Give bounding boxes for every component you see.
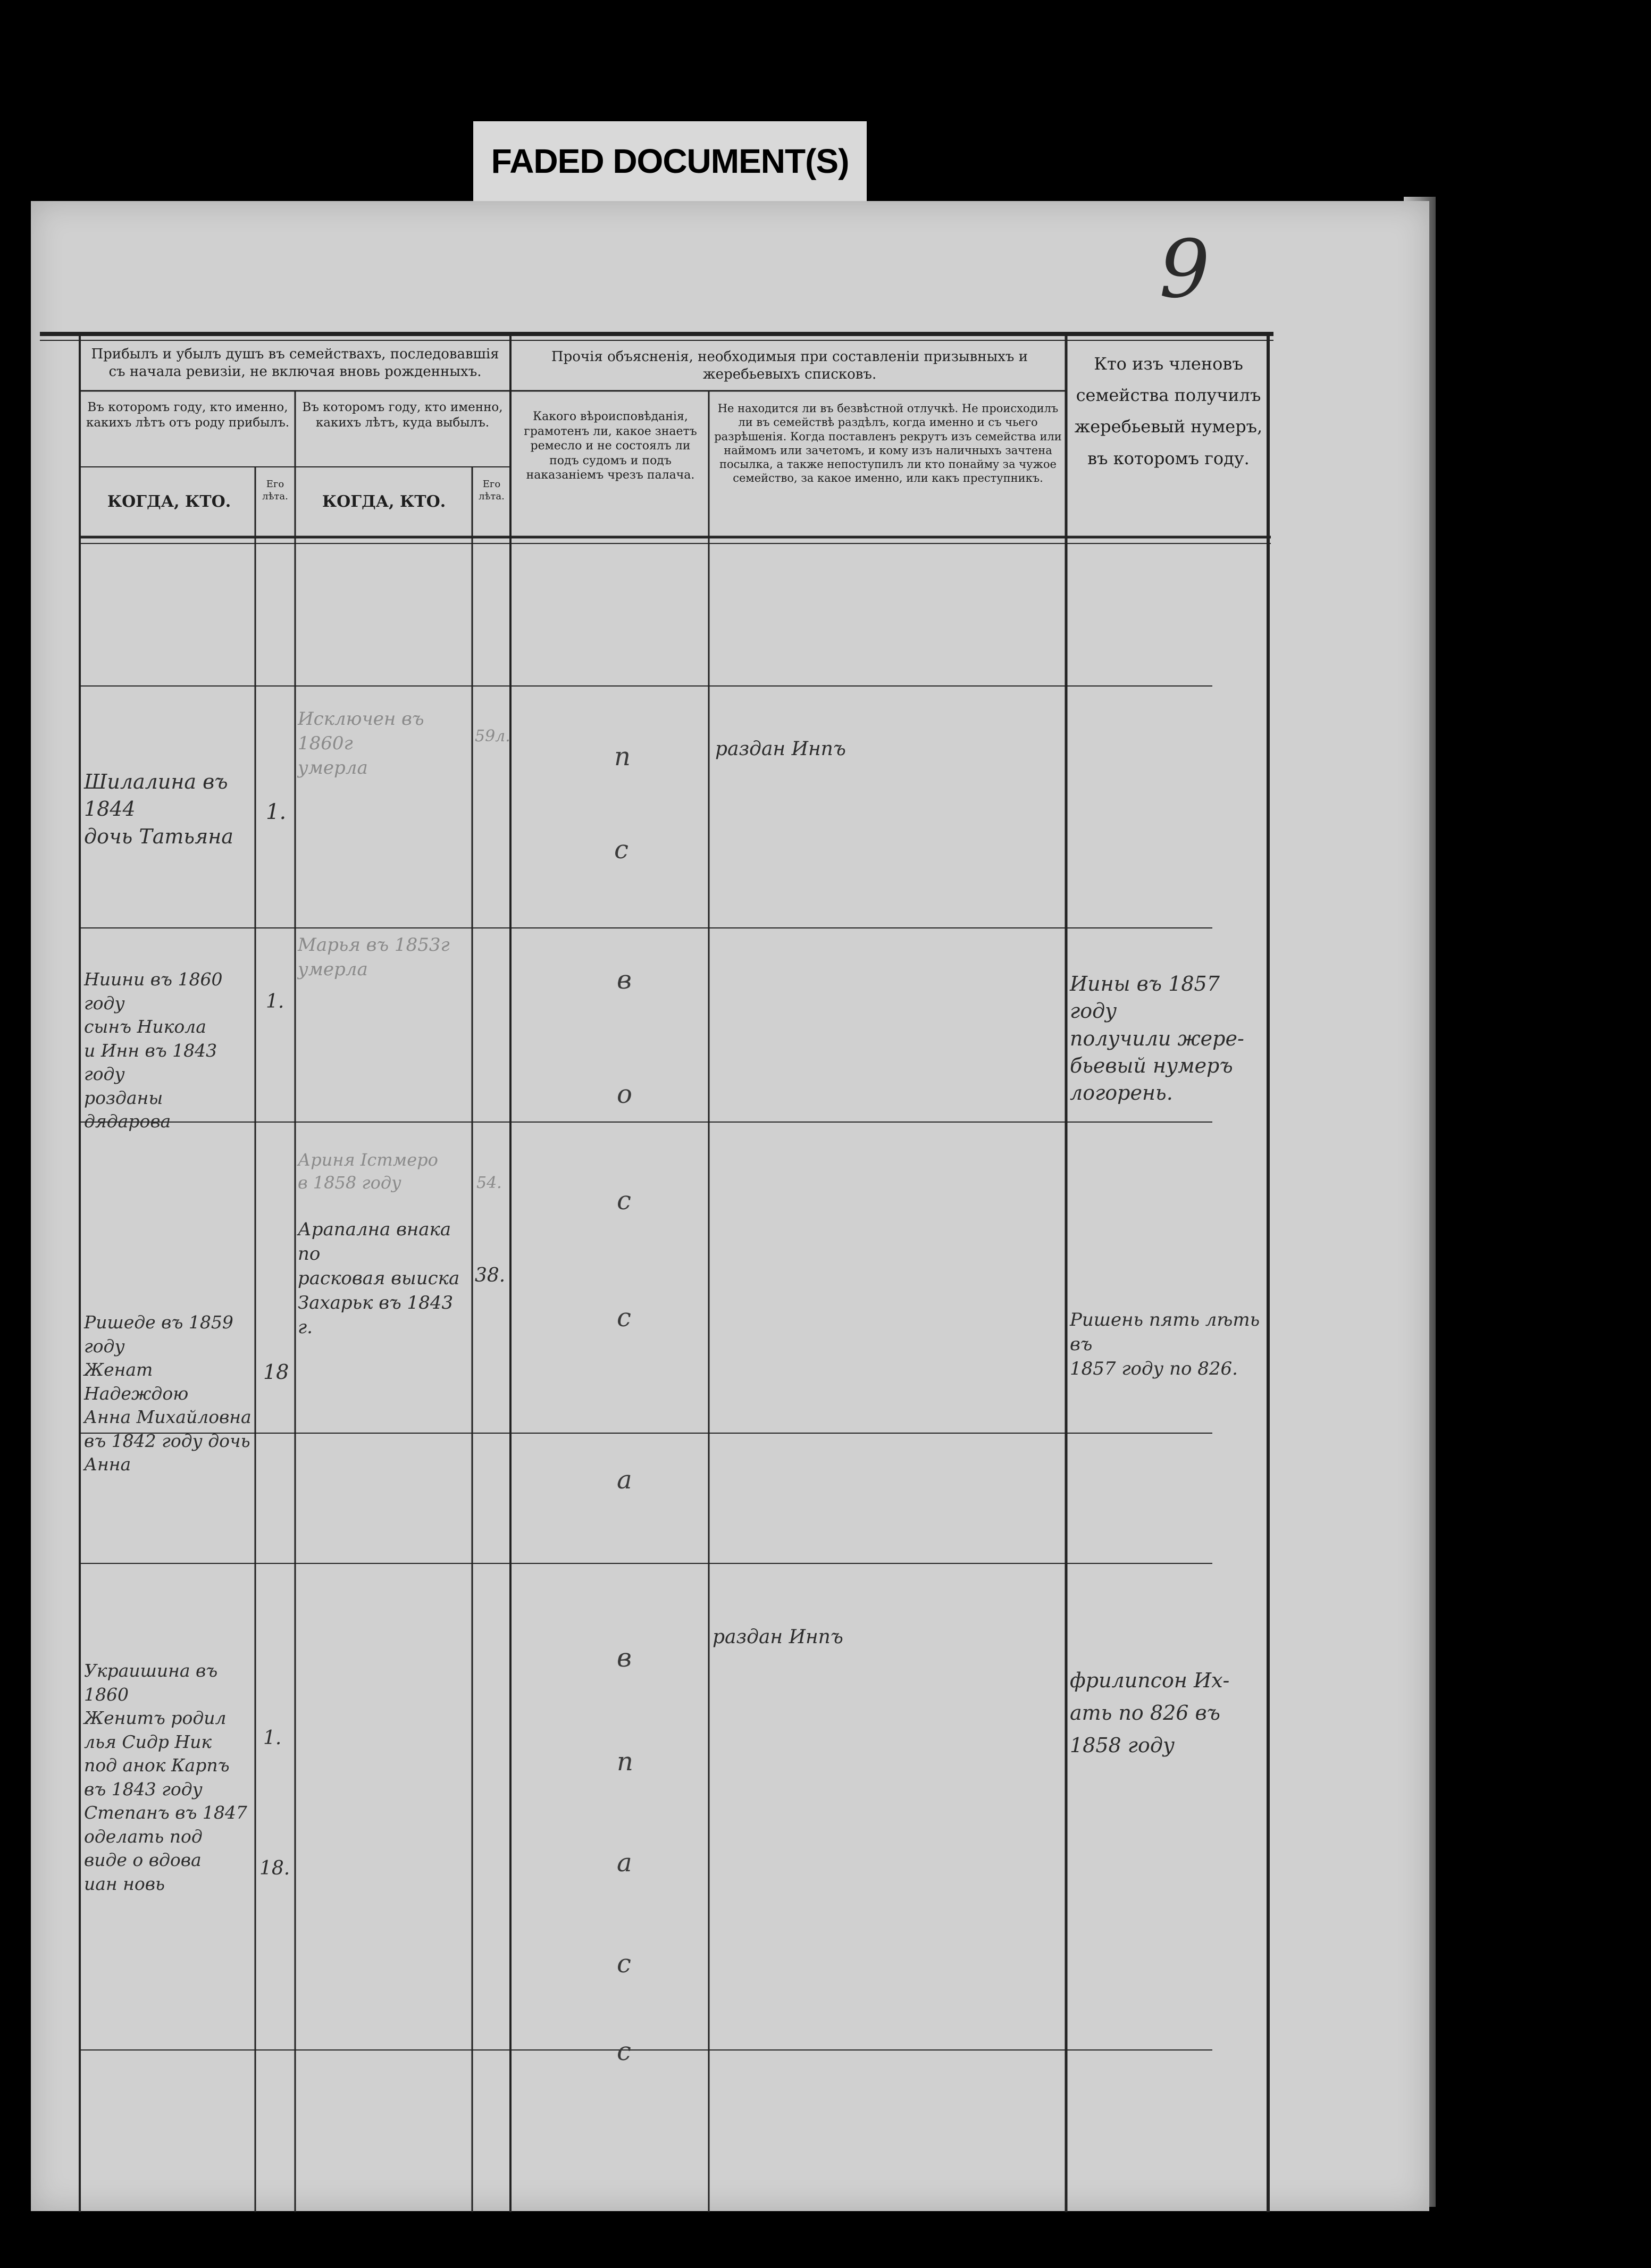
ditto-mark: с [617,2037,631,2066]
lot-entry-3: Ришень пять лѣть въ 1857 году по 826. [1070,1309,1260,1379]
header-age-1: Его лѣта. [262,479,288,502]
ditto-mark: п [614,742,631,772]
ditto-mark: а [617,1465,632,1495]
header-other-explanations: Прочія объясненія, необходимыя при составленіи призывныхъ и жеребьевыхъ списковъ. [551,349,1028,382]
arrived-age-3: 18 [263,1360,289,1384]
departed-age-4: 38. [475,1265,506,1286]
departed-entry-2: Марья въ 1853г умерла [298,934,450,980]
ditto-mark: с [614,835,628,865]
ditto-mark: а [617,1848,632,1878]
arrived-entry-1: Шилалина въ 1844 дочь Татьяна [84,770,233,848]
header-age-2: Его лѣта. [479,479,505,502]
header-departed: Въ которомъ году, кто именно, какихъ лѣтъ, куда выбылъ. [302,400,503,430]
arrived-age-2: 1. [266,991,284,1012]
ditto-mark: в [617,1643,632,1673]
ditto-mark: о [617,1079,632,1109]
absence-entry-1: раздан Инпъ [715,738,846,760]
header-arrivals-departures: Прибылъ и убылъ душъ въ семействахъ, последовавшія съ начала ревизіи, не включая вновь рожденныхъ. [91,346,499,380]
faded-document-banner: FADED DOCUMENT(S) [473,121,867,201]
ditto-mark: в [617,965,632,995]
departed-entry-3: Ариня Істмеро в 1858 году [298,1150,438,1193]
arrived-age-4b: 18. [259,1857,290,1879]
arrived-entry-3: Ришеде въ 1859 году Женат Надеждою Анна Михайловна въ 1842 году дочь Анна [84,1312,252,1475]
absence-entry-2: раздан Инпъ [713,1626,843,1648]
folio-number: 9 [1159,223,1210,316]
ditto-mark: п [617,1747,633,1777]
header-arrived: Въ которомъ году, кто именно, какихъ лѣтъ отъ роду прибылъ. [86,400,290,430]
ditto-mark: с [617,1949,631,1979]
header-lot-number: Кто изъ членовъ семейства получилъ жеребьевый нумеръ, въ которомъ году. [1074,354,1263,468]
header-when-who-2: КОГДА, КТО. [322,492,446,511]
ditto-mark: с [617,1303,631,1333]
arrived-entry-2: Ниини въ 1860 году сынъ Никола и Инн въ 1843 году розданы дядарова [84,969,223,1132]
lot-entry-4: фрилипсон Их- ать по 826 въ 1858 году [1070,1669,1230,1757]
arrived-age-1: 1. [266,800,287,824]
departed-age-3: 54. [476,1174,502,1192]
arrived-entry-4: Украишина въ 1860 Женитъ родил лья Сидр Ник под анок Карпъ въ 1843 году Степанъ въ 1847 оделать под виде о вдова иан новь [84,1660,247,1894]
header-religion: Какого вѣроисповѣданія, грамотенъ ли, какое знаетъ ремесло и не состоялъ ли подъ судомъ и подъ наказаніемъ чрезъ палача. [524,410,697,482]
departed-entry-1: Исключен въ 1860г умерла [298,708,424,779]
departed-entry-4: Арапална внака по расковая выиска Захарьк въ 1843 г. [298,1219,460,1338]
departed-age-1: 59л. [475,727,510,746]
ditto-mark: с [617,1186,631,1216]
header-absence: Не находится ли въ безвѣстной отлучкѣ. Не происходилъ ли въ семействѣ раздѣлъ, когда именно и съ чьего разрѣшенія. Когда поставленъ рекрутъ изъ семейства или наймомъ или зачетомъ, и кому изъ наличныхъ зачтена посылка, а также непоступилъ ли кто понаймy за чужое семейство, за какое именно, или какъ преступникъ. [714,402,1062,485]
lot-entry-2: Иины въ 1857 году получили жере- бьевый нумеръ логорень. [1070,972,1244,1105]
arrived-age-4: 1. [263,1727,282,1749]
header-when-who-1: КОГДА, КТО. [107,492,231,511]
